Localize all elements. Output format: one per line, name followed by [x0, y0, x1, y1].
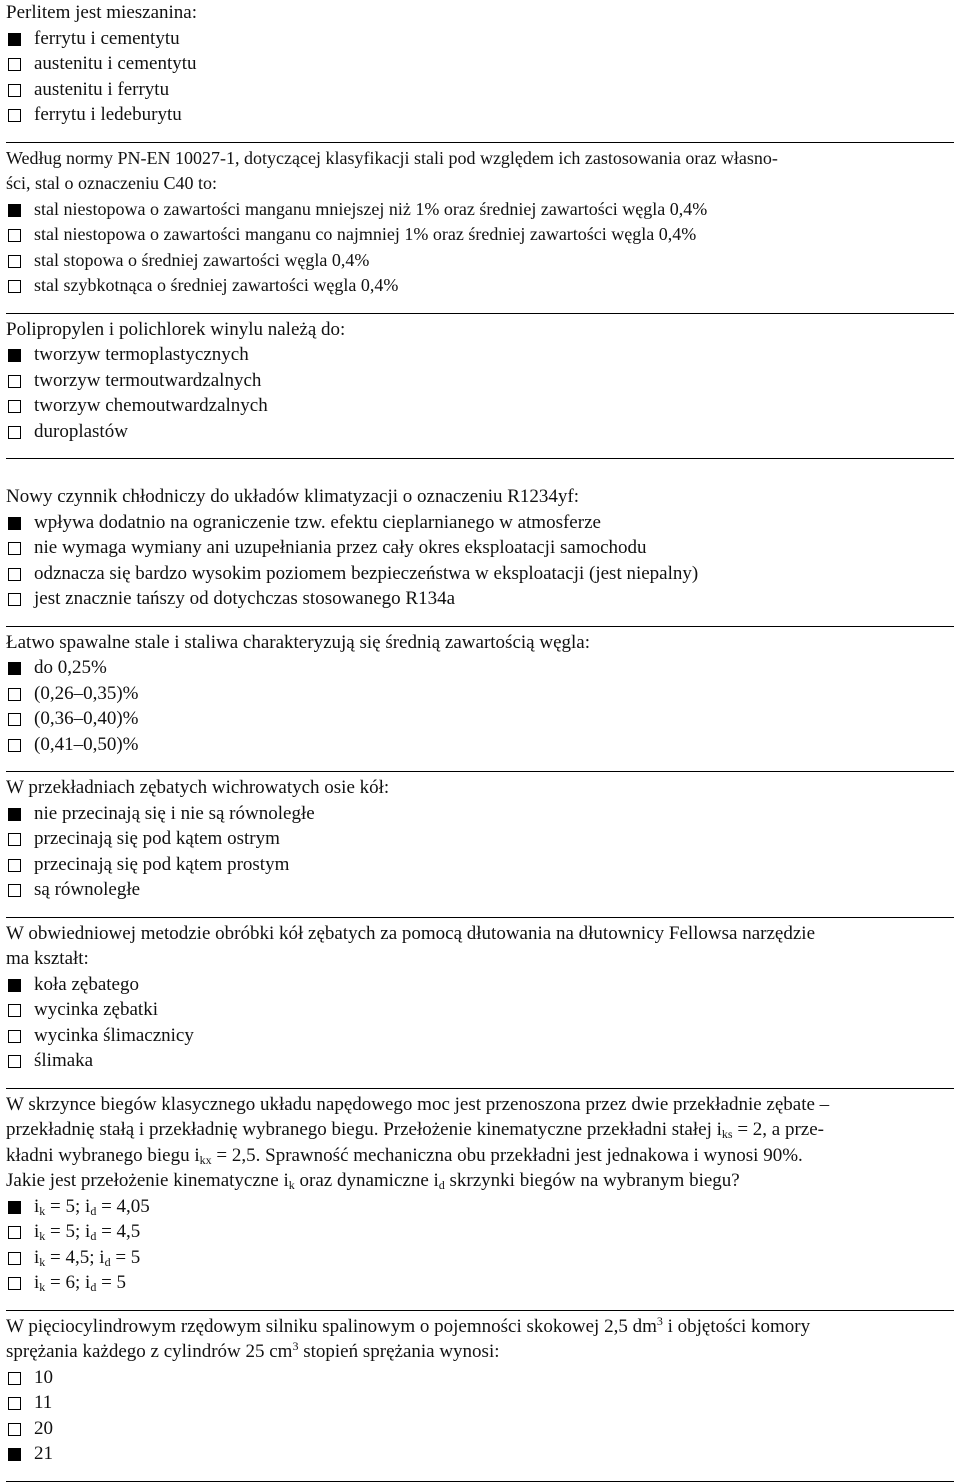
answer-label: wpływa dodatnio na ograniczenie tzw. efektu cieplarnianego w atmosferze: [34, 511, 601, 533]
checkbox[interactable]: [8, 833, 21, 846]
text-fragment: W skrzynce biegów klasycznego układu napędowego moc jest przenoszona przez dwie przekładnie zębate –: [6, 1093, 830, 1115]
answer-label: do 0,25%: [34, 657, 107, 678]
text-fragment: = 4,5: [96, 1221, 141, 1242]
answer-option[interactable]: [6, 1194, 954, 1220]
checkbox[interactable]: [8, 542, 21, 555]
text-fragment: przekładnię stałą i przekładnię wybranego biegu. Przełożenie kinematyczne przekładni stałej i: [6, 1119, 722, 1140]
answer-label: nie przecinają się i nie są równoległe: [34, 802, 315, 824]
answer-option[interactable]: [6, 51, 954, 77]
question-text-line-4: [6, 1168, 954, 1194]
answer-option[interactable]: [6, 1023, 954, 1049]
answer-option[interactable]: [6, 342, 954, 368]
answer-label: austenitu i ferrytu: [34, 78, 170, 100]
text-fragment: = 2,5. Sprawność mechaniczna obu przekładni jest jednakowa i wynosi 90%.: [211, 1144, 803, 1166]
checkbox[interactable]: [8, 1252, 21, 1265]
answer-option[interactable]: [6, 997, 954, 1023]
text-fragment: = 5; i: [45, 1221, 91, 1242]
answer-option[interactable]: [6, 1048, 954, 1074]
answer-option[interactable]: [6, 801, 954, 827]
question-4: [6, 484, 954, 627]
answer-label: przecinają się pod kątem prostym: [34, 853, 290, 875]
checkbox[interactable]: [8, 808, 21, 821]
answer-option[interactable]: [6, 273, 954, 299]
answer-label: stal stopowa o średniej zawartości węgla 0,4%: [34, 249, 370, 270]
checkbox[interactable]: [8, 400, 21, 413]
text-fragment: i objętości komory: [662, 1315, 811, 1337]
answer-label: przecinają się pod kątem ostrym: [34, 828, 280, 849]
subscript: d: [90, 1229, 97, 1243]
checkbox[interactable]: [8, 739, 21, 752]
answer-label: (0,41–0,50)%: [34, 733, 139, 755]
answer-option[interactable]: [6, 102, 954, 128]
checkbox[interactable]: [8, 1030, 21, 1043]
question-6: [6, 775, 954, 918]
answer-option[interactable]: [6, 419, 954, 445]
checkbox[interactable]: [8, 884, 21, 897]
text-fragment: stopień sprężania wynosi:: [298, 1341, 500, 1362]
text-fragment: skrzynki biegów na wybranym biegu?: [444, 1170, 740, 1191]
text-fragment: = 2, a prze-: [732, 1119, 824, 1140]
answer-option[interactable]: [6, 368, 954, 394]
answer-label: odznacza się bardzo wysokim poziomem bezpieczeństwa w eksploatacji (jest niepalny): [34, 562, 699, 584]
answer-label: 11: [34, 1392, 53, 1413]
superscript: 3: [656, 1313, 663, 1328]
text-fragment: = 4,5; i: [45, 1246, 105, 1268]
question-text: Łatwo spawalne stale i staliwa charakteryzują się średnią zawartością węgla:: [6, 631, 590, 653]
text-fragment: i: [34, 1246, 40, 1268]
checkbox[interactable]: [8, 109, 21, 122]
question-9: [6, 1314, 954, 1482]
answer-label: ferrytu i cementytu: [34, 27, 180, 49]
checkbox[interactable]: [8, 1397, 21, 1410]
answer-option[interactable]: [6, 972, 954, 998]
checkbox[interactable]: [8, 1055, 21, 1068]
answer-option[interactable]: [6, 393, 954, 419]
answer-label: ślimaka: [34, 1050, 94, 1071]
answer-label: austenitu i cementytu: [34, 53, 197, 74]
subscript: k: [39, 1203, 46, 1218]
answer-option[interactable]: [6, 1390, 954, 1416]
question-7: [6, 921, 954, 1089]
answer-label: koła zębatego: [34, 973, 139, 995]
answer-label: wycinka zębatki: [34, 999, 158, 1020]
question-3: [6, 317, 954, 460]
question-text-line-2: [6, 1117, 954, 1143]
subscript: k: [39, 1280, 46, 1294]
answer-option[interactable]: [6, 1365, 954, 1391]
answer-option[interactable]: [6, 877, 954, 903]
question-text: Perlitem jest mieszanina:: [6, 2, 198, 23]
answer-label: ferrytu i ledeburytu: [34, 104, 182, 125]
text-fragment: sprężania każdego z cylindrów 25 cm: [6, 1341, 293, 1362]
text-fragment: Jakie jest przełożenie kinematyczne i: [6, 1170, 289, 1191]
checkbox[interactable]: [8, 229, 21, 242]
checkbox[interactable]: [8, 58, 21, 71]
checkbox[interactable]: [8, 593, 21, 606]
question-1: [6, 0, 954, 143]
checkbox[interactable]: [8, 1423, 21, 1436]
text-fragment: = 5; i: [45, 1195, 91, 1217]
answer-option[interactable]: [6, 1441, 954, 1467]
answer-option[interactable]: [6, 706, 954, 732]
answer-option[interactable]: [6, 1270, 954, 1296]
checkbox[interactable]: [8, 375, 21, 388]
checkbox[interactable]: [8, 979, 21, 992]
text-fragment: = 6; i: [45, 1272, 91, 1293]
subscript: d: [438, 1178, 445, 1192]
question-8: [6, 1092, 954, 1311]
checkbox[interactable]: [8, 859, 21, 872]
answer-option[interactable]: [6, 1219, 954, 1245]
answer-option[interactable]: [6, 197, 954, 223]
checkbox[interactable]: [8, 1448, 21, 1461]
text-fragment: kładni wybranego biegu i: [6, 1144, 200, 1166]
question-2: [6, 146, 954, 314]
answer-label: [34, 1270, 126, 1296]
checkbox[interactable]: [8, 84, 21, 97]
checkbox[interactable]: [8, 568, 21, 581]
question-text: W przekładniach zębatych wichrowatych osie kół:: [6, 777, 390, 798]
subscript: kx: [199, 1152, 212, 1167]
answer-option[interactable]: [6, 1245, 954, 1271]
answer-label: tworzyw termoplastycznych: [34, 344, 249, 365]
answer-label: stal niestopowa o zawartości manganu co najmniej 1% oraz średniej zawartości węgla 0,4%: [34, 224, 697, 244]
answer-label: stal niestopowa o zawartości manganu mniejszej niż 1% oraz średniej zawartości węgla 0,4%: [34, 198, 708, 219]
answer-label: (0,26–0,35)%: [34, 682, 139, 704]
answer-label: duroplastów: [34, 420, 128, 442]
subscript: d: [104, 1254, 111, 1269]
checkbox[interactable]: [8, 33, 21, 46]
subscript: ks: [721, 1127, 733, 1141]
checkbox[interactable]: [8, 1277, 21, 1290]
checkbox[interactable]: [8, 1372, 21, 1385]
subscript: k: [39, 1229, 46, 1243]
checkbox[interactable]: [8, 713, 21, 726]
text-fragment: W pięciocylindrowym rzędowym silniku spalinowym o pojemności skokowej 2,5 dm: [6, 1315, 657, 1337]
question-text: Polipropylen i polichlorek winylu należą do:: [6, 318, 346, 340]
question-text-line-2: [6, 1339, 954, 1365]
text-fragment: oraz dynamiczne i: [294, 1170, 439, 1191]
question-text-line-1: [6, 1314, 954, 1340]
text-fragment: i: [34, 1195, 40, 1217]
checkbox[interactable]: [8, 426, 21, 439]
answer-option[interactable]: [6, 826, 954, 852]
answer-label: nie wymaga wymiany ani uzupełniania przez cały okres eksploatacji samochodu: [34, 537, 647, 558]
answer-label: 10: [34, 1366, 53, 1388]
checkbox[interactable]: [8, 662, 21, 675]
subscript: k: [39, 1254, 46, 1269]
subscript: d: [90, 1203, 97, 1218]
answer-option[interactable]: [6, 510, 954, 536]
question-text-line-1: Według normy PN-EN 10027-1, dotyczącej klasyfikacji stali pod względem ich zastosowania oraz własno-: [6, 147, 778, 168]
answer-option[interactable]: [6, 732, 954, 758]
question-text-line-1: W obwiedniowej metodzie obróbki kół zębatych za pomocą dłutowania na dłutownicy Fellowsa narzędzie: [6, 922, 816, 944]
answer-label: 21: [34, 1443, 53, 1464]
answer-option[interactable]: [6, 852, 954, 878]
answer-option[interactable]: [6, 535, 954, 561]
answer-label: tworzyw chemoutwardzalnych: [34, 395, 268, 416]
checkbox[interactable]: [8, 517, 21, 530]
answer-option[interactable]: [6, 248, 954, 274]
answer-label: [34, 1219, 140, 1245]
checkbox[interactable]: [8, 688, 21, 701]
answer-option[interactable]: [6, 561, 954, 587]
text-fragment: i: [34, 1221, 40, 1242]
answer-label: jest znacznie tańszy od dotychczas stosowanego R134a: [34, 588, 456, 609]
answer-option[interactable]: [6, 222, 954, 248]
checkbox[interactable]: [8, 1226, 21, 1239]
answer-option[interactable]: [6, 655, 954, 681]
answer-label: stal szybkotnąca o średniej zawartości węgla 0,4%: [34, 275, 399, 295]
question-text-line-3: [6, 1143, 954, 1169]
answer-label: (0,36–0,40)%: [34, 708, 139, 729]
subscript: k: [288, 1178, 295, 1192]
checkbox[interactable]: [8, 280, 21, 293]
answer-label: [34, 1194, 150, 1220]
answer-option[interactable]: [6, 681, 954, 707]
superscript: 3: [292, 1339, 299, 1353]
spacer: [6, 462, 954, 484]
text-fragment: = 4,05: [96, 1195, 150, 1217]
question-text: Nowy czynnik chłodniczy do układów klimatyzacji o oznaczeniu R1234yf:: [6, 486, 580, 507]
checkbox[interactable]: [8, 255, 21, 268]
question-text-line-2: ma kształt:: [6, 948, 89, 969]
answer-option[interactable]: [6, 586, 954, 612]
text-fragment: = 5: [96, 1272, 127, 1293]
text-fragment: i: [34, 1272, 40, 1293]
text-fragment: = 5: [110, 1246, 141, 1268]
checkbox[interactable]: [8, 349, 21, 362]
answer-option[interactable]: [6, 1416, 954, 1442]
checkbox[interactable]: [8, 1201, 21, 1214]
subscript: d: [90, 1280, 97, 1294]
question-text-line-1: [6, 1092, 954, 1118]
answer-option[interactable]: [6, 26, 954, 52]
answer-option[interactable]: [6, 77, 954, 103]
answer-label: są równoległe: [34, 879, 141, 900]
question-5: [6, 630, 954, 773]
checkbox[interactable]: [8, 1004, 21, 1017]
answer-label: 20: [34, 1417, 53, 1439]
answer-label: tworzyw termoutwardzalnych: [34, 369, 262, 391]
question-text-line-2: ści, stal o oznaczeniu C40 to:: [6, 173, 217, 193]
answer-label: [34, 1245, 140, 1271]
answer-label: wycinka ślimacznicy: [34, 1024, 194, 1046]
checkbox[interactable]: [8, 204, 21, 217]
